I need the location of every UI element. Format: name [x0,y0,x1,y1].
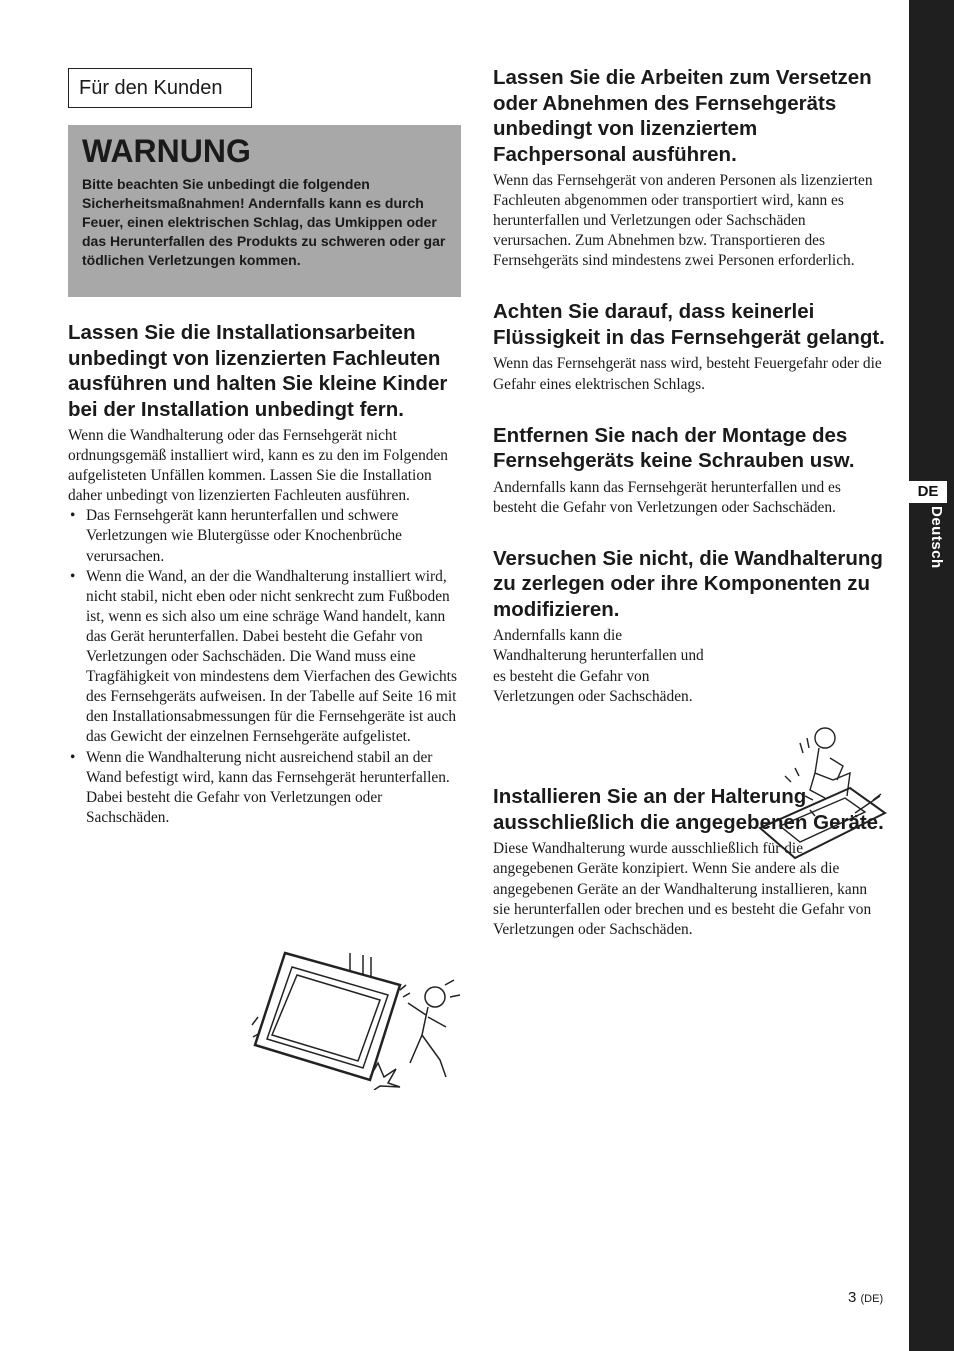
language-code-tab: DE [909,481,947,503]
disassemble-heading: Versuchen Sie nicht, die Wandhalterung zu zerlegen oder ihre Komponenten zu modifizieren. [493,546,883,621]
list-item: • Wenn die Wandhalterung nicht ausreichend stabil an der Wand befestigt wird, kann das Fernsehgerät herunterfallen. Dabei besteht die Gefahr von Verletzungen oder Sachschäden. [68,748,460,828]
screws-heading: Entfernen Sie nach der Montage des Fernsehgeräts keine Schrauben usw. [493,423,855,473]
language-sidebar [909,0,954,1351]
relocate-text: Wenn das Fernsehgerät von anderen Personen als lizenzierten Fachleuten abgenommen oder transportiert wird, kann es herunterfallen und Verletzungen oder Sachschäden verursachen. Zum Abnehmen bzw. Transportieren des Fernsehgeräts sind mindestens zwei Personen erforderlich. [493,172,873,270]
warning-text: Bitte beachten Sie unbedingt die folgenden Sicherheitsmaßnahmen! Andernfalls kann es durch Feuer, einen elektrischen Schlag, das Umkippen oder das Herunterfallen des Produkts zu schweren oder gar tödlichen Verletzungen kommen. [82,176,446,268]
disassemble-text: Andernfalls kann die Wandhalterung herunterfallen und es besteht die Gefahr von Verletzungen oder Sachschäden. [493,627,704,705]
page-number: 3 (DE) [848,1289,884,1306]
screws-text: Andernfalls kann das Fernsehgerät herunterfallen und es besteht die Gefahr von Verletzungen oder Sachschäden. [493,478,841,516]
install-heading: Lassen Sie die Installationsarbeiten unbedingt von lizenzierten Fachleuten ausführen und halten Sie kleine Kinder bei der Installation unbedingt fern. [68,321,448,421]
language-name: Deutsch [928,506,945,569]
devices-heading: Installieren Sie an der Halterung ausschließlich die angegebenen Geräte. [493,785,884,834]
warning-title: WARNUNG [82,133,251,169]
disassembly-illustration [755,718,890,863]
left-column [68,320,460,828]
list-item: • Das Fernsehgerät kann herunterfallen und schwere Verletzungen wie Blutergüsse oder Knochenbrüche verursachen. [68,506,460,566]
warning-box [68,125,461,297]
devices-text: Diese Wandhalterung wurde ausschließlich für die angegebenen Geräte konzipiert. Wenn Sie andere als die angegebenen Geräte an der Wandhalterung installieren, kann sie herunterfallen oder brechen und es besteht die Gefahr von Verletzungen oder Sachschäden. [493,840,872,938]
liquid-heading: Achten Sie darauf, dass keinerlei Flüssigkeit in das Fernsehgerät gelangt. [493,300,885,349]
install-bullet-list [68,506,460,828]
liquid-text: Wenn das Fernsehgerät nass wird, besteht Feuergefahr oder die Gefahr eines elektrischen Schlags. [493,355,882,393]
install-intro: Wenn die Wandhalterung oder das Fernsehgerät nicht ordnungsgemäß installiert wird, kann es zu den im Folgenden aufgelisteten Unfällen kommen. Lassen Sie die Installation daher unbedingt von lizenzierten Fachleuten ausführen. [68,427,448,505]
list-item: • Wenn die Wand, an der die Wandhalterung installiert wird, nicht stabil, nicht eben oder nicht senkrecht zum Fußboden ist, wenn es sich also um eine schräge Wand handelt, kann das Gerät herunterfallen. Dabei besteht die Gefahr von Verletzungen oder Sachschäden. Die Wand muss eine Tragfähigkeit von mindestens dem Vierfachen des Gewichts des Fernsehgeräts aufweisen. In der Tabelle auf Seite 16 mit den Installationsabmessungen für die Fernsehgeräte ist auch das Gewicht der einzelnen Fernsehgeräte aufgelistet. [68,567,460,748]
relocate-heading: Lassen Sie die Arbeiten zum Versetzen oder Abnehmen des Fernsehgeräts unbedingt von lizenziertem Fachpersonal ausführen. [493,66,872,166]
falling-tv-illustration [250,945,465,1090]
customer-label: Für den Kunden [68,68,252,108]
